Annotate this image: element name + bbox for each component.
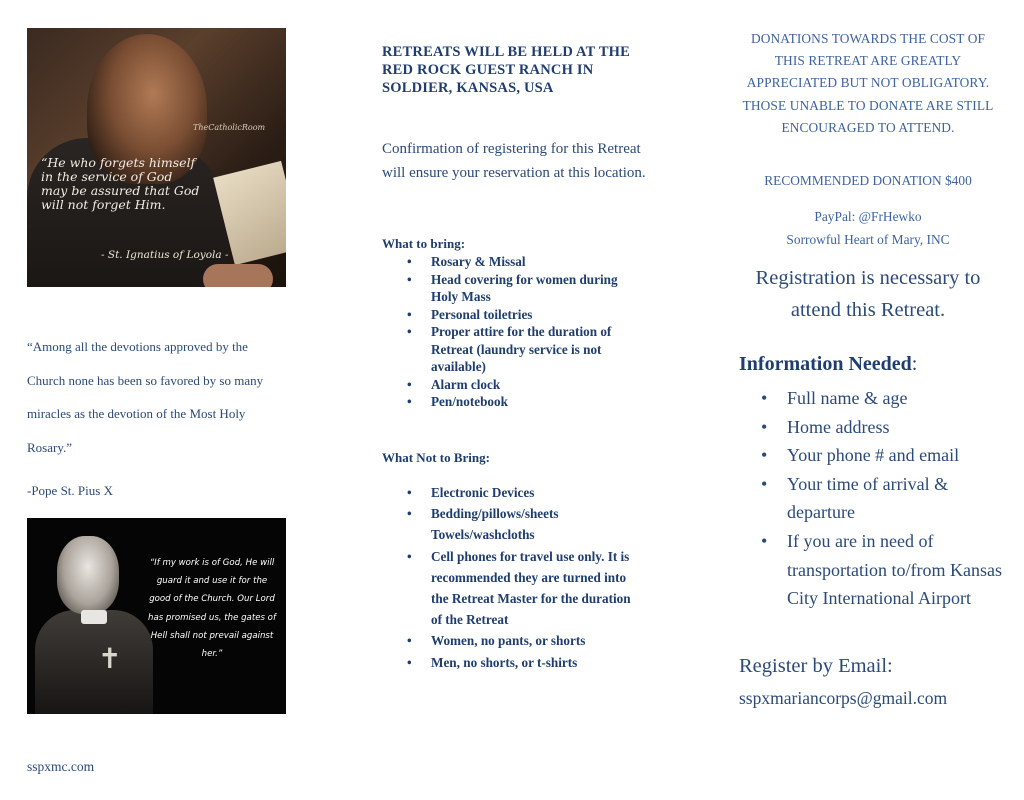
what-to-bring-list <box>382 253 642 411</box>
image-watermark: TheCatholicRoom <box>193 123 266 132</box>
ignatius-quote: “He who forgets himself in the service of God may be assured that God will not forget Him. <box>41 155 200 212</box>
pius-quote: “Among all the devotions approved by the Church none has been so favored by so many miracles as the devotion of the Most Holy Rosary.” <box>27 339 264 455</box>
list-item: • Cell phones for travel use only. It is recommended they are turned into the Retreat Master for the duration of the Retreat <box>382 546 642 631</box>
list-item: • Men, no shorts, or t-shirts <box>382 652 642 673</box>
list-item: • Full name & age <box>739 384 1009 413</box>
list-item: • Women, no pants, or shorts <box>382 630 642 651</box>
registration-notice: Registration is necessary to attend this Retreat. <box>755 267 981 321</box>
list-item: • Head covering for women during Holy Mass <box>382 271 642 306</box>
what-not-to-bring-heading: What Not to Bring: <box>382 450 490 465</box>
st-ignatius-image <box>27 28 286 287</box>
organization-name: Sorrowful Heart of Mary, INC <box>786 231 950 247</box>
pius-attribution: -Pope St. Pius X <box>27 483 113 498</box>
donations-notice: DONATIONS TOWARDS THE COST OF THIS RETREAT ARE GREATLY APPRECIATED BUT NOT OBLIGATORY. THOSE UNABLE TO DONATE ARE STILL ENCOURAGED TO ATTEND. <box>742 31 994 135</box>
list-item: • Pen/notebook <box>382 393 642 411</box>
contact-email-link[interactable]: sspxmariancorps@gmail.com <box>739 688 948 708</box>
location-heading: RETREATS WILL BE HELD AT THE RED ROCK GUEST RANCH IN SOLDIER, KANSAS, USA <box>382 44 631 96</box>
list-item: • Your time of arrival & departure <box>739 470 1009 527</box>
archbishop-quote: “If my work is of God, He will guard it and use it for the good of the Church. Our Lord has promised us, the gates of Hell shall not prevail against her.” <box>148 558 276 660</box>
confirmation-text: Confirmation of registering for this Retreat will ensure your reservation at this location. <box>382 141 646 181</box>
list-item: • Electronic Devices <box>382 482 642 503</box>
list-item: • Bedding/pillows/sheets Towels/washcloths <box>382 503 642 545</box>
list-item: • Alarm clock <box>382 376 642 394</box>
ignatius-attribution: - St. Ignatius of Loyola - <box>101 249 229 261</box>
payment-info <box>736 206 1000 251</box>
recommended-donation: RECOMMENDED DONATION $400 <box>764 173 972 188</box>
list-item: • Personal toiletries <box>382 306 642 324</box>
website-link[interactable]: sspxmc.com <box>27 759 95 774</box>
what-not-to-bring-list <box>382 482 642 673</box>
list-item: • Home address <box>739 413 1009 442</box>
what-to-bring-heading: What to bring: <box>382 236 466 251</box>
list-item: • Your phone # and email <box>739 441 1009 470</box>
register-by-email-label: Register by Email: <box>739 655 893 677</box>
list-item: • Rosary & Missal <box>382 253 642 271</box>
list-item: • If you are in need of transportation to/from Kansas City International Airport <box>739 527 1009 613</box>
archbishop-image <box>27 518 286 714</box>
information-needed-heading: Information Needed: <box>739 353 918 375</box>
list-item: • Proper attire for the duration of Retreat (laundry service is not available) <box>382 323 642 376</box>
paypal-handle: PayPal: @FrHewko <box>814 209 922 224</box>
information-needed-list <box>739 384 1009 613</box>
pectoral-cross-icon: ✝ <box>98 644 122 675</box>
